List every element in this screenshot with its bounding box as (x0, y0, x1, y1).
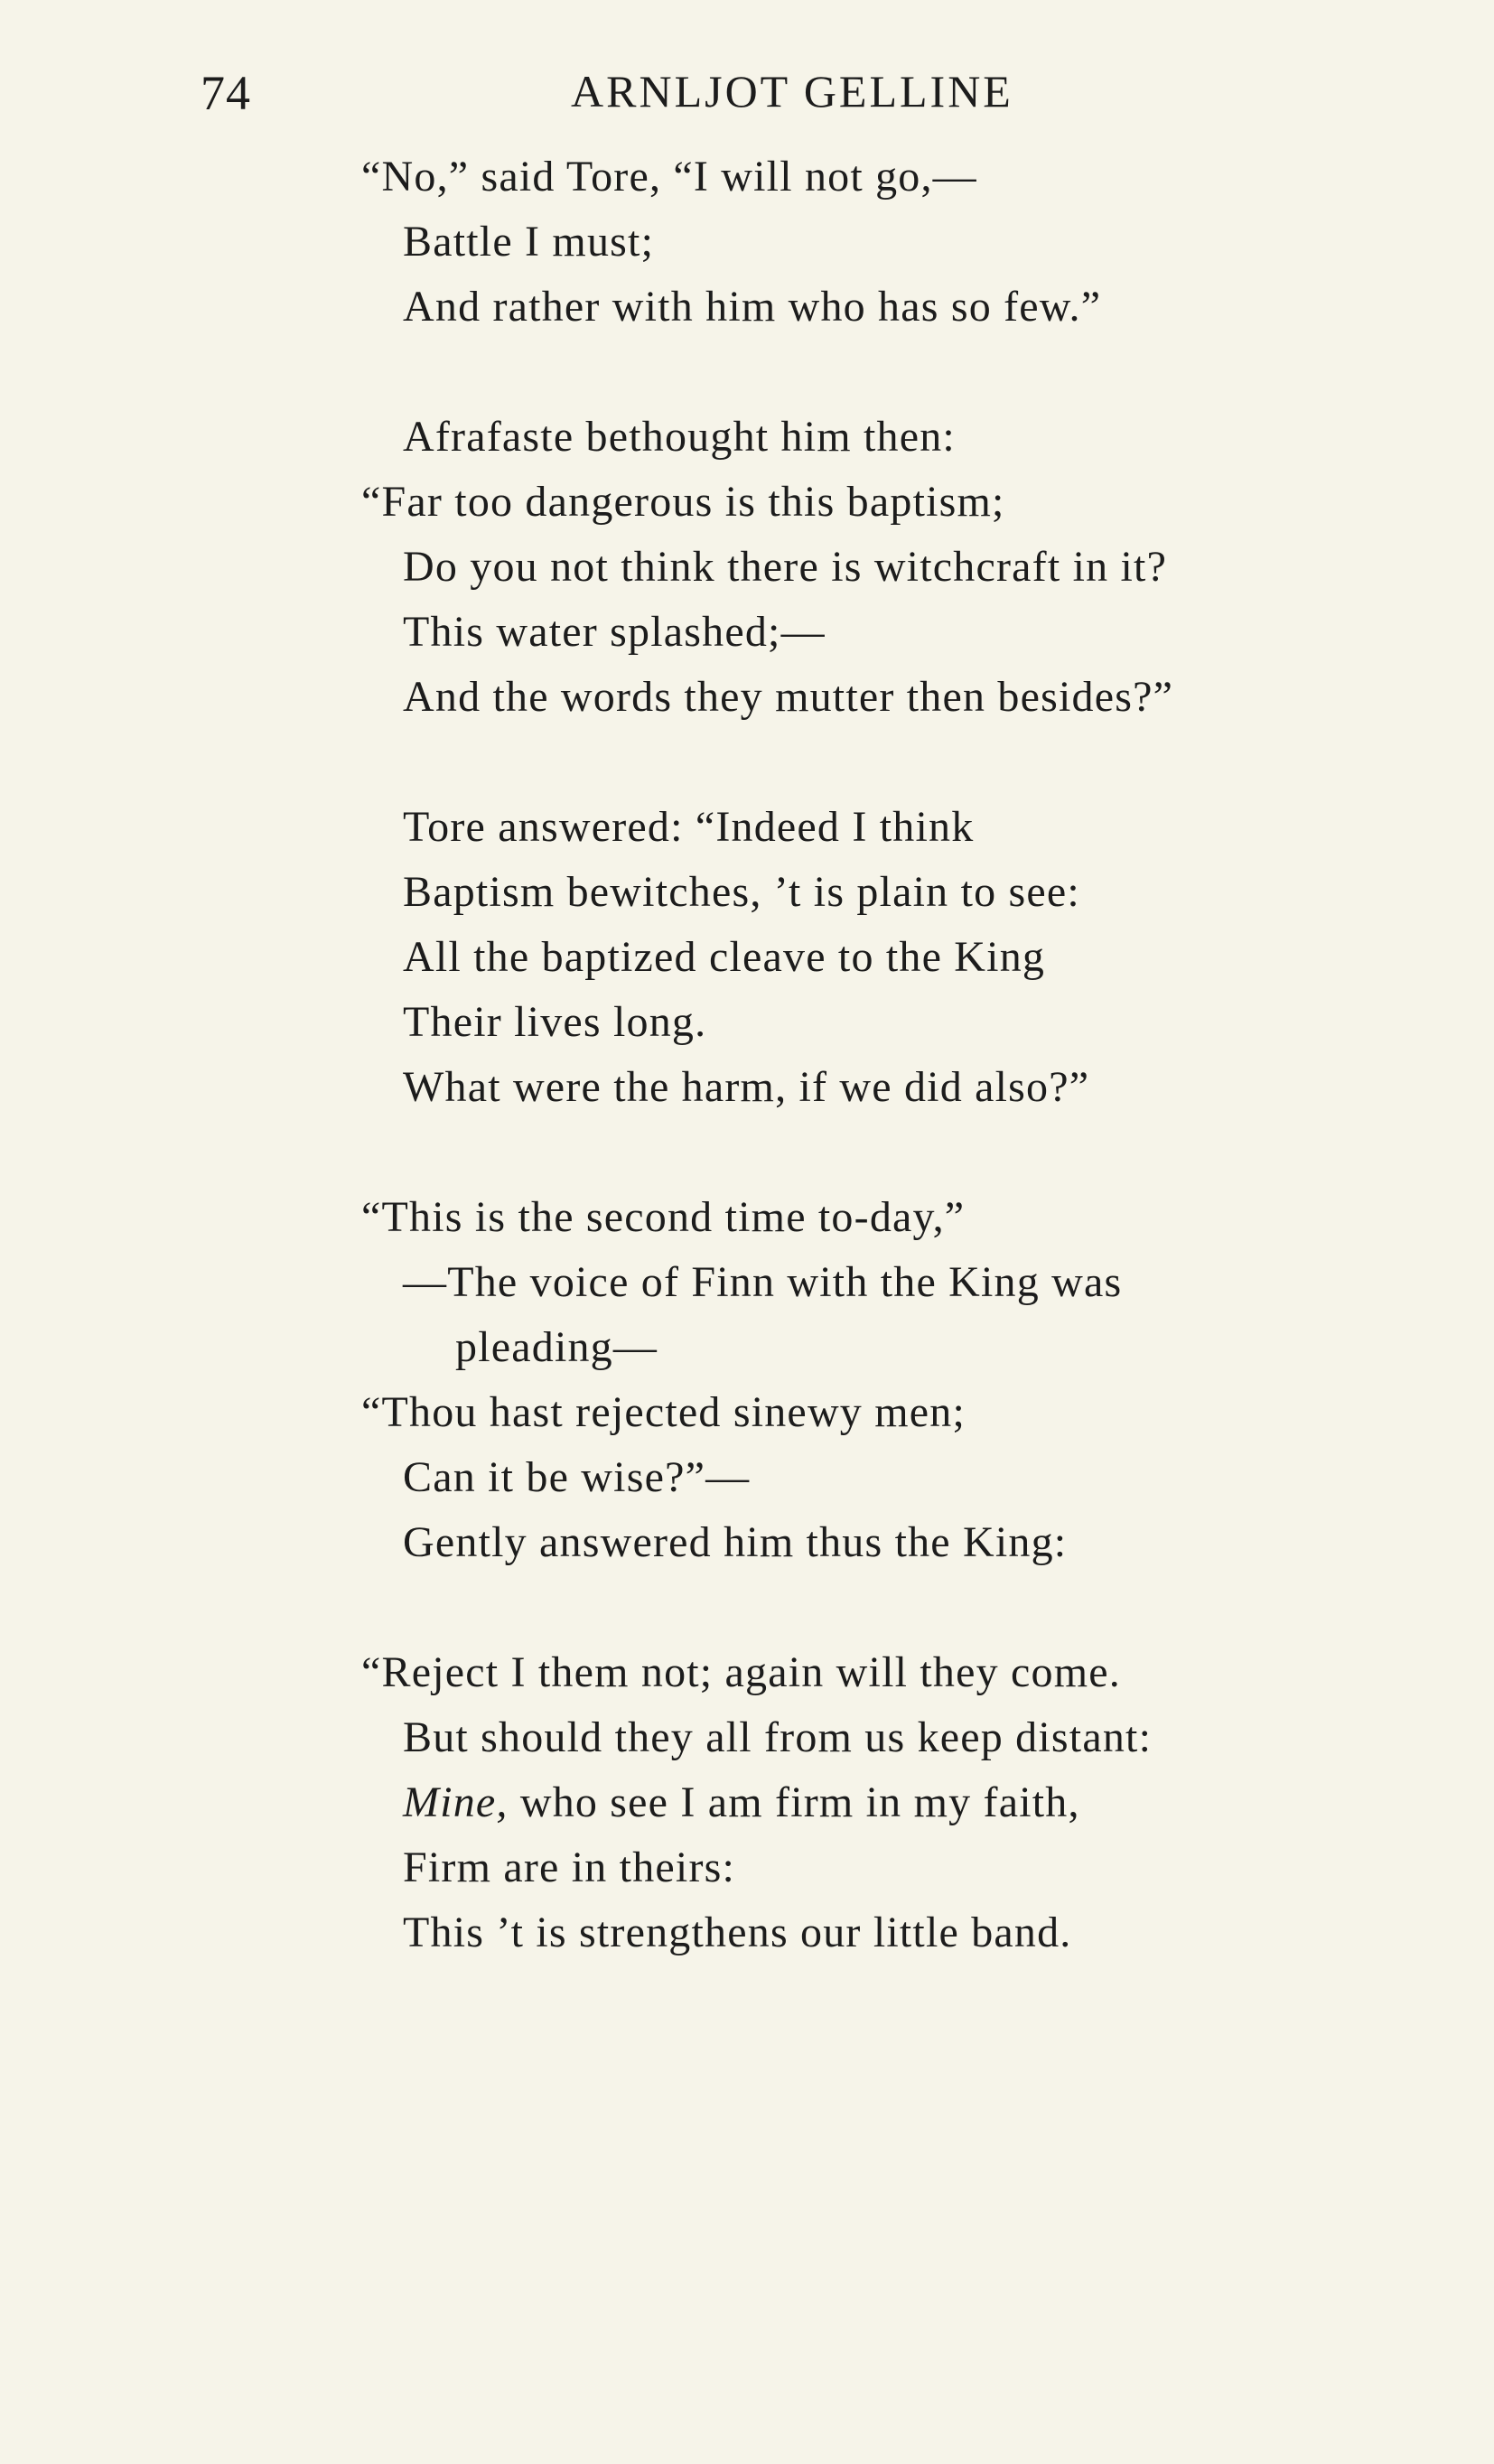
verse-line: “Far too dangerous is this baptism; (361, 478, 1005, 526)
verse-line: Tore answered: “Indeed I think (403, 803, 975, 851)
verse-line: And rather with him who has so few.” (403, 283, 1102, 331)
verse-line: Can it be wise?”— (403, 1453, 751, 1501)
verse-line: This ’t is strengthens our little band. (403, 1909, 1072, 1956)
verse-line: Afrafaste bethought him then: (403, 413, 956, 461)
verse-line-text: who see I am firm in my faith, (519, 1778, 1080, 1826)
page-header (0, 65, 1494, 137)
verse-line: Battle I must; (403, 218, 655, 266)
verse-line: pleading— (455, 1323, 658, 1371)
verse-line: All the baptized cleave to the King (403, 933, 1046, 981)
verse-line: What were the harm, if we did also?” (403, 1063, 1090, 1111)
verse-line: “Thou hast rejected sinewy men; (361, 1388, 966, 1436)
verse-line: “No,” said Tore, “I will not go,— (361, 153, 977, 201)
verse-line (403, 1778, 1080, 1826)
running-title: ARNLJOT GELLINE (571, 66, 1013, 117)
verse-line: “This is the second time to-day,” (361, 1193, 966, 1241)
verse-line: Gently answered him thus the King: (403, 1518, 1068, 1566)
verse-line: Baptism bewitches, ’t is plain to see: (403, 868, 1080, 916)
verse-line: But should they all from us keep distant: (403, 1713, 1153, 1761)
verse-line: —The voice of Finn with the King was (403, 1258, 1123, 1306)
verse-line: Their lives long. (403, 998, 707, 1046)
verse-line: This water splashed;— (403, 608, 826, 656)
verse-line: Do you not think there is witchcraft in it? (403, 543, 1168, 591)
verse-line: “Reject I them not; again will they come. (361, 1648, 1121, 1696)
page-number: 74 (201, 66, 251, 120)
italic-word: Mine, (403, 1778, 509, 1826)
verse-line: And the words they mutter then besides?” (403, 673, 1174, 721)
verse-line: Firm are in theirs: (403, 1843, 736, 1891)
